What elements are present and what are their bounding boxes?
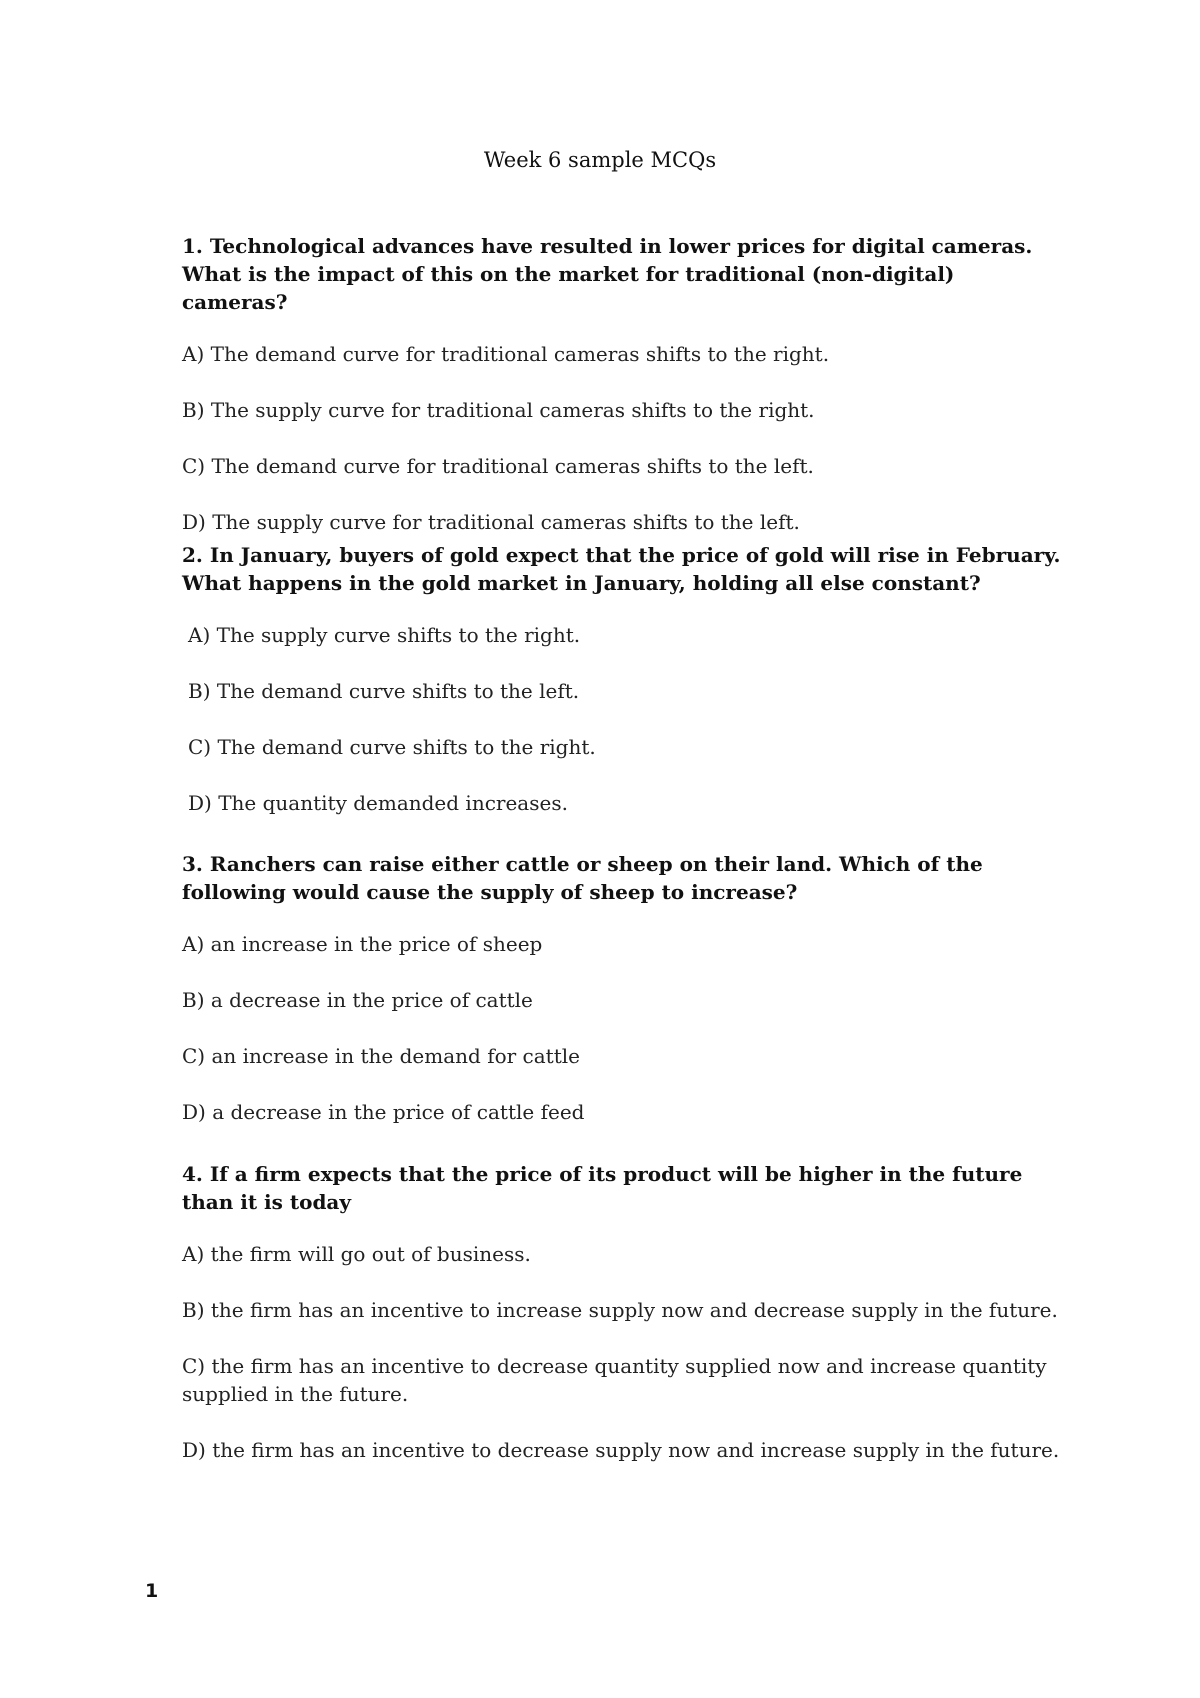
question-2-option-d: D) The quantity demanded increases. [188, 791, 568, 815]
question-2-text: 2. In January, buyers of gold expect that the price of gold will rise in February. What happens in the gold market in January, holding all else constant? [182, 543, 1061, 595]
question-block-3 [182, 850, 1062, 1126]
question-2-option-a: A) The supply curve shifts to the right. [188, 623, 581, 647]
question-1-option-a: A) The demand curve for traditional cameras shifts to the right. [182, 342, 830, 366]
question-2-option-b: B) The demand curve shifts to the left. [188, 679, 580, 703]
question-block-2 [182, 541, 1062, 817]
question-3-option-a: A) an increase in the price of sheep [182, 932, 543, 956]
question-4-text: 4. If a firm expects that the price of its product will be higher in the future than it is today [182, 1162, 1023, 1214]
question-3-option-c: C) an increase in the demand for cattle [182, 1044, 580, 1068]
question-1-option-d: D) The supply curve for traditional cameras shifts to the left. [182, 510, 800, 534]
page-number: 1 [145, 1580, 159, 1602]
question-4-option-b: B) the firm has an incentive to increase supply now and decrease supply in the future. [182, 1298, 1058, 1322]
question-3-option-d: D) a decrease in the price of cattle feed [182, 1100, 585, 1124]
page-title: Week 6 sample MCQs [483, 148, 717, 172]
question-block-4 [182, 1160, 1062, 1464]
question-4-option-c: C) the firm has an incentive to decrease quantity supplied now and increase quantity supplied in the future. [182, 1354, 1047, 1406]
question-1-option-b: B) The supply curve for traditional cameras shifts to the right. [182, 398, 815, 422]
question-1-option-c: C) The demand curve for traditional cameras shifts to the left. [182, 454, 814, 478]
question-1-text: 1. Technological advances have resulted in lower prices for digital cameras. What is the impact of this on the market for traditional (non-digital) cameras? [182, 234, 1033, 314]
question-2-option-c: C) The demand curve shifts to the right. [188, 735, 596, 759]
question-3-text: 3. Ranchers can raise either cattle or sheep on their land. Which of the following would cause the supply of sheep to increase? [182, 852, 983, 904]
question-4-option-d: D) the firm has an incentive to decrease supply now and increase supply in the future. [182, 1438, 1060, 1462]
question-block-1 [182, 232, 1062, 536]
question-4-option-a: A) the firm will go out of business. [182, 1242, 531, 1266]
question-3-option-b: B) a decrease in the price of cattle [182, 988, 533, 1012]
